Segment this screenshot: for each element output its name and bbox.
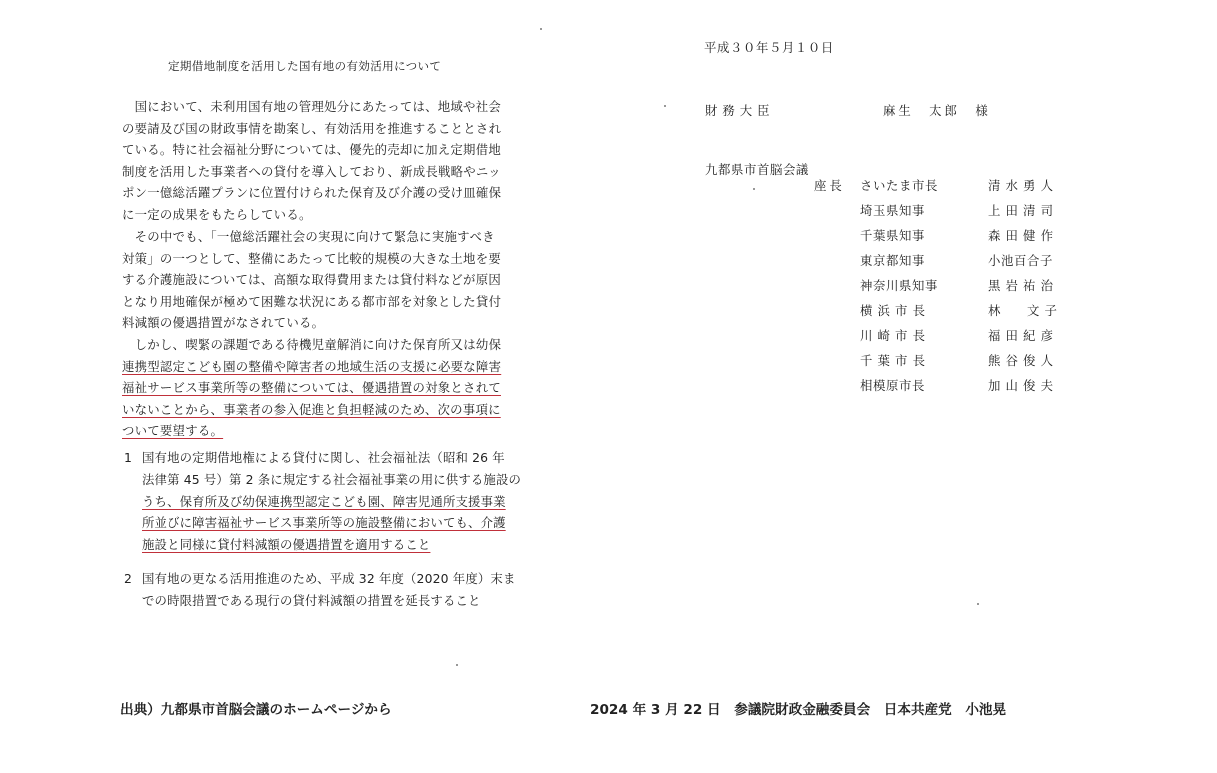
paragraph-line: に一定の成果をもたらしている。 [122, 206, 312, 222]
addressee-name: 麻生 太郎 様 [883, 103, 991, 118]
paragraph-3 [122, 334, 520, 442]
paragraph-line: 料減額の優遇措置がなされている。 [122, 315, 325, 331]
member-office: 川 崎 市 長 [860, 328, 926, 343]
paragraph-1 [122, 96, 520, 226]
paragraph-line: となり用地確保が極めて困難な状況にある都市部を対象とした貸付 [122, 293, 502, 309]
member-office: さいたま市長 [860, 178, 938, 193]
member-office: 千葉県知事 [860, 228, 925, 243]
underlined-line: ついて要望する。 [122, 423, 224, 439]
underlined-line: 施設と同様に貸付料減額の優遇措置を適用すること [142, 537, 431, 553]
paragraph-line: の要請及び国の財政事情を勘案し、有効活用を推進することとされ [122, 120, 502, 136]
item-number: 1 [124, 450, 132, 465]
paragraph-line: ている。特に社会福祉分野については、優先的売却に加え定期借地 [122, 142, 501, 158]
scan-speck [540, 28, 542, 30]
scan-speck [456, 664, 458, 666]
document-date: 平成３０年５月１０日 [704, 40, 834, 55]
item-number: 2 [124, 571, 132, 586]
underlined-line: うち、保育所及び幼保連携型認定こども園、障害児通所支援事業 [142, 493, 506, 509]
paragraph-line: その中でも、「一億総活躍社会の実現に向けて緊急に実施すべき [122, 229, 495, 244]
member-role: 座長 [814, 178, 845, 193]
item-line: での時限措置である現行の貸付料減額の措置を延長すること [142, 592, 481, 608]
member-name: 熊 谷 俊 人 [988, 353, 1054, 368]
source-caption: 出典）九都県市首脳会議のホームページから [120, 702, 392, 718]
underlined-line: 連携型認定こども園の整備や障害者の地域生活の支援に必要な障害 [122, 358, 502, 374]
underlined-line: いないことから、事業者の参入促進と負担軽減のため、次の事項に [122, 401, 501, 417]
item-line: 国有地の定期借地権による貸付に関し、社会福祉法（昭和 26 年 [142, 450, 505, 465]
member-name: 黒 岩 祐 治 [988, 278, 1054, 293]
meeting-caption: 2024 年 3 月 22 日 参議院財政金融委員会 日本共産党 小池晃 [590, 702, 1007, 718]
member-office: 埼玉県知事 [860, 203, 925, 218]
scan-speck [664, 105, 666, 107]
item-body [142, 568, 516, 612]
paragraph-line: ポン一億総活躍プランに位置付けられた保育及び介護の受け皿確保 [122, 185, 502, 201]
item-line: 法律第 45 号）第 2 条に規定する社会福祉事業の用に供する施設の [142, 471, 522, 487]
member-name: 福 田 紀 彦 [988, 328, 1054, 343]
item-line: 国有地の更なる活用推進のため、平成 32 年度（2020 年度）末ま [142, 571, 516, 586]
scan-speck [753, 188, 755, 190]
underlined-line: 所並びに障害福祉サービス事業所等の施設整備においても、介護 [142, 515, 506, 531]
council-name: 九都県市首脳会議 [705, 162, 809, 177]
member-office: 千 葉 市 長 [860, 353, 926, 368]
member-office: 横 浜 市 長 [860, 303, 926, 318]
document-title: 定期借地制度を活用した国有地の有効活用について [168, 59, 442, 73]
member-name: 加 山 俊 夫 [988, 378, 1054, 393]
scan-speck [977, 603, 979, 605]
paragraph-line: 制度を活用した事業者への貸付を導入しており、新成長戦略やニッ [122, 163, 501, 179]
paragraph-line [122, 334, 520, 356]
item-body [142, 447, 522, 556]
paragraph-line: する介護施設については、高額な取得費用または貸付料などが原因 [122, 272, 501, 288]
member-office: 相模原市長 [860, 378, 925, 393]
member-name: 小池百合子 [988, 253, 1053, 268]
member-office: 東京都知事 [860, 253, 925, 268]
member-office: 神奈川県知事 [860, 278, 938, 293]
paragraph-line: 対策」の一つとして、整備にあたって比較的規模の大きな土地を要 [122, 250, 501, 266]
member-name: 森 田 健 作 [988, 228, 1054, 243]
underlined-line: 福祉サービス事業所等の整備については、優遇措置の対象とされて [122, 380, 501, 396]
member-name: 清 水 勇 人 [988, 178, 1054, 193]
plain-text: しかし、喫緊の課題である待機児童解消に向けた保育所又は幼保 [122, 337, 502, 352]
member-name: 上 田 清 司 [988, 203, 1054, 218]
member-name: 林 文 子 [988, 303, 1058, 318]
addressee-title: 財務大臣 [705, 103, 775, 118]
paragraph-2 [122, 226, 520, 334]
paragraph-line: 国において、未利用国有地の管理処分にあたっては、地域や社会 [122, 99, 501, 114]
